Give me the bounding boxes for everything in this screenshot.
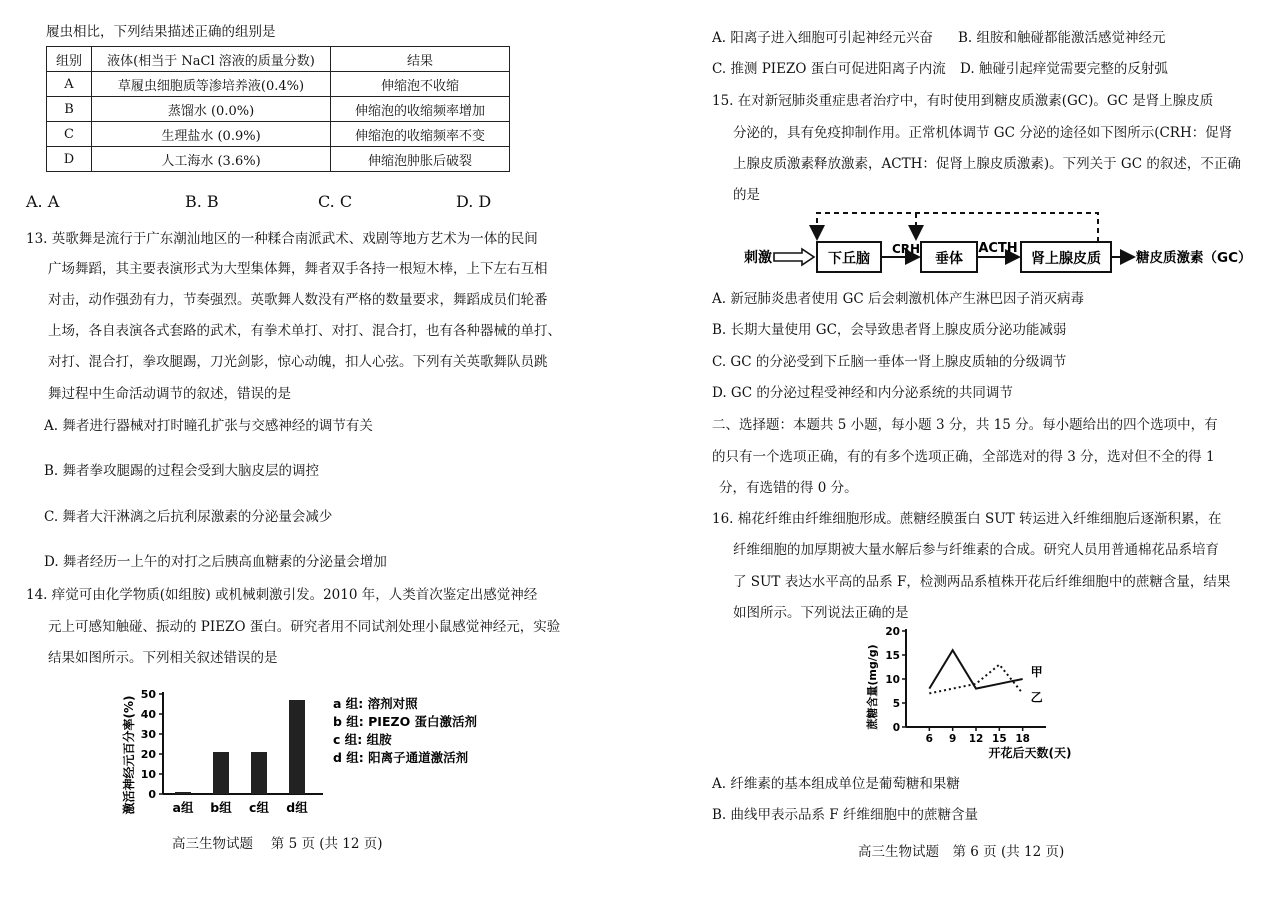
- q12-option-d: D. D: [456, 192, 492, 211]
- table-header: 结果: [331, 47, 510, 72]
- crh-label: CRH: [891, 242, 921, 256]
- table-header: 液体(相当于 NaCl 溶液的质量分数): [92, 47, 331, 72]
- q15-option-a: A. 新冠肺炎患者使用 GC 后会刺激机体产生淋巴因子消灭病毒: [712, 291, 1085, 307]
- q13-option-b: B. 舞者拳攻腿踢的过程会受到大脑皮层的调控: [44, 463, 320, 479]
- series-line-1: [929, 650, 1022, 688]
- table-cell: A: [47, 72, 92, 97]
- q16-line: 16. 棉花纤维由纤维细胞形成。蔗糖经膜蛋白 SUT 转运进入纤维细胞后逐渐积累，在: [712, 511, 1222, 527]
- q16-line: 了 SUT 表达水平高的品系 F，检测两品系植株开花后纤维细胞中的蔗糖含量，结果: [733, 574, 1231, 590]
- table-row: [47, 72, 510, 97]
- bar-2: [213, 752, 229, 794]
- table-header-row: [47, 47, 510, 72]
- series-label: 甲: [1030, 665, 1043, 679]
- stimulus-arrow: [774, 249, 814, 265]
- bar-4: [289, 700, 305, 794]
- pituitary-label: 垂体: [935, 251, 963, 267]
- adrenal-cortex-label: 肾上腺皮质: [1031, 251, 1101, 267]
- q16-option-a: A. 纤维素的基本组成单位是葡萄糖和果糖: [712, 776, 960, 792]
- y-tick-label: 15: [885, 650, 900, 662]
- x-tick-label: d组: [286, 800, 308, 815]
- q14-option-a: A. 阳离子进入细胞可引起神经元兴奋: [712, 30, 933, 46]
- table-cell: 蒸馏水 (0.0%): [92, 97, 331, 122]
- q16-line: 如图所示。下列说法正确的是: [733, 605, 909, 621]
- page-footer-right: 高三生物试题 第 6 页 (共 12 页): [858, 844, 1065, 860]
- q13-line: 对击，动作强劲有力，节奏强烈。英歌舞人数没有严格的数量要求，舞蹈成员们轮番: [48, 292, 548, 308]
- section-2-line: 分，有选错的得 0 分。: [719, 480, 858, 496]
- q15-option-b: B. 长期大量使用 GC，会导致患者肾上腺皮质分泌功能减弱: [712, 322, 1067, 338]
- table-cell: 人工海水 (3.6%): [92, 147, 331, 172]
- stimulus-label: 刺激: [744, 250, 772, 266]
- bar-chart-bars: [175, 700, 305, 794]
- y-tick-label: 20: [885, 626, 900, 638]
- y-tick-label: 50: [140, 688, 156, 701]
- q12-option-a: A. A: [26, 192, 60, 211]
- series-label: 乙: [1030, 690, 1043, 705]
- x-axis-label: 开花后天数(天): [988, 746, 1072, 760]
- x-tick-label: c组: [249, 800, 269, 815]
- q13-option-d: D. 舞者经历一上午的对打之后胰高血糖素的分泌量会增加: [44, 554, 387, 570]
- q15-line: 15. 在对新冠肺炎重症患者治疗中，有时使用到糖皮质激素(GC)。GC 是肾上腺皮质: [712, 93, 1214, 109]
- section-2-line: 二、选择题：本题共 5 小题，每小题 3 分，共 15 分。每小题给出的四个选项中，有: [712, 417, 1218, 433]
- legend-entry: a 组: 溶剂对照: [333, 696, 418, 711]
- q14-line: 14. 痒觉可由化学物质(如组胺) 或机械刺激引发。2010 年，人类首次鉴定出感觉神经: [26, 587, 538, 603]
- q16-option-b: B. 曲线甲表示品系 F 纤维细胞中的蔗糖含量: [712, 807, 978, 823]
- q12-option-c: C. C: [318, 192, 353, 211]
- neuron-activation-bar-chart: [115, 678, 485, 823]
- table-cell: 伸缩泡的收缩频率不变: [331, 122, 510, 147]
- table-row: [47, 97, 510, 122]
- table-cell: B: [47, 97, 92, 122]
- x-tick-label: 15: [992, 733, 1007, 745]
- x-tick-label: 18: [1015, 733, 1030, 745]
- q13-line: 广场舞蹈，其主要表演形式为大型集体舞，舞者双手各持一根短木棒，上下左右互相: [48, 261, 548, 277]
- acth-label: ACTH: [978, 241, 1018, 256]
- q13-option-a: A. 舞者进行器械对打时瞳孔扩张与交感神经的调节有关: [44, 418, 373, 434]
- table-cell: C: [47, 122, 92, 147]
- bar-3: [251, 752, 267, 794]
- table-row: [47, 122, 510, 147]
- x-tick-label: 6: [925, 733, 933, 745]
- q13-option-c: C. 舞者大汗淋漓之后抗利尿激素的分泌量会减少: [44, 509, 333, 525]
- q13-line: 对打、混合打，拳攻腿踢，刀光剑影，惊心动魄，扣人心弦。下列有关英歌舞队员跳: [48, 354, 548, 370]
- y-axis-label: 蔗糖含量(mg/g): [866, 644, 879, 730]
- gc-regulation-diagram: [740, 205, 1252, 280]
- q15-line: 上腺皮质激素释放激素，ACTH：促肾上腺皮质激素)。下列关于 GC 的叙述，不正确: [733, 156, 1241, 172]
- q14-line: 结果如图所示。下列相关叙述错误的是: [48, 650, 278, 666]
- y-tick-label: 0: [148, 788, 156, 801]
- legend-entry: c 组: 组胺: [333, 732, 392, 747]
- y-tick-label: 0: [892, 722, 900, 734]
- table-cell: 伸缩泡的收缩频率增加: [331, 97, 510, 122]
- hypothalamus-label: 下丘脑: [828, 251, 870, 267]
- feedback-line-hypothalamus: [817, 213, 1098, 242]
- table-cell: 伸缩泡肿胀后破裂: [331, 147, 510, 172]
- y-tick-label: 10: [885, 674, 900, 686]
- q14-line: 元上可感知触碰、振动的 PIEZO 蛋白。研究者用不同试剂处理小鼠感觉神经元，实验: [48, 619, 561, 635]
- y-tick-label: 40: [140, 708, 156, 721]
- y-axis-label: 激活神经元百分率(%): [122, 695, 136, 815]
- y-tick-label: 20: [140, 748, 156, 761]
- q15-option-c: C. GC 的分泌受到下丘脑一垂体一肾上腺皮质轴的分级调节: [712, 354, 1067, 370]
- y-tick-label: 10: [140, 768, 156, 781]
- q16-line: 纤维细胞的加厚期被大量水解后参与纤维素的合成。研究人员用普通棉花品系培育: [733, 542, 1219, 558]
- q15-line: 分泌的，具有免疫抑制作用。正常机体调节 GC 分泌的途径如下图所示(CRH：促肾: [733, 125, 1233, 141]
- experiment-table: [46, 46, 510, 172]
- table-cell: 草履虫细胞质等渗培养液(0.4%): [92, 72, 331, 97]
- table-cell: 生理盐水 (0.9%): [92, 122, 331, 147]
- q13-line: 13. 英歌舞是流行于广东潮汕地区的一种糅合南派武术、戏剧等地方艺术为一体的民间: [26, 231, 538, 247]
- gc-label: 糖皮质激素（GC）: [1136, 250, 1252, 266]
- table-header: 组别: [47, 47, 92, 72]
- x-tick-label: 12: [968, 733, 984, 745]
- y-tick-label: 30: [140, 728, 156, 741]
- q14-option-c: C. 推测 PIEZO 蛋白可促进阳离子内流: [712, 61, 946, 77]
- sucrose-content-line-chart: [862, 625, 1082, 765]
- q14-option-d: D. 触碰引起痒觉需要完整的反射弧: [960, 61, 1168, 77]
- table-row: [47, 147, 510, 172]
- section-2-line: 的只有一个选项正确，有的有多个选项正确，全部选对的得 3 分，选对但不全的得 1: [712, 449, 1215, 465]
- q14-option-b: B. 组胺和触碰都能激活感觉神经元: [958, 30, 1166, 46]
- q15-option-d: D. GC 的分泌过程受神经和内分泌系统的共同调节: [712, 385, 1013, 401]
- q13-line: 上场，各自表演各式套路的武术，有拳术单打、对打、混合打，也有各种器械的单打、: [48, 323, 561, 339]
- q12-intro: 履虫相比，下列结果描述正确的组别是: [46, 24, 276, 40]
- q15-line: 的是: [733, 187, 760, 203]
- table-cell: 伸缩泡不收缩: [331, 72, 510, 97]
- x-tick-label: a组: [172, 800, 194, 815]
- legend-entry: d 组: 阳离子通道激活剂: [333, 750, 469, 765]
- x-tick-label: 9: [949, 733, 957, 745]
- table-cell: D: [47, 147, 92, 172]
- bar-1: [175, 792, 191, 794]
- q12-option-b: B. B: [185, 192, 219, 211]
- legend-entry: b 组: PIEZO 蛋白激活剂: [333, 714, 478, 729]
- page-footer-left: 高三生物试题 第 5 页 (共 12 页): [172, 836, 383, 852]
- q13-line: 舞过程中生命活动调节的叙述，错误的是: [48, 386, 291, 402]
- x-tick-label: b组: [210, 800, 232, 815]
- line-chart-series: [929, 650, 1042, 704]
- bar-chart-legend: [333, 696, 478, 765]
- line-chart-axes: [885, 626, 1046, 745]
- y-tick-label: 5: [892, 698, 900, 710]
